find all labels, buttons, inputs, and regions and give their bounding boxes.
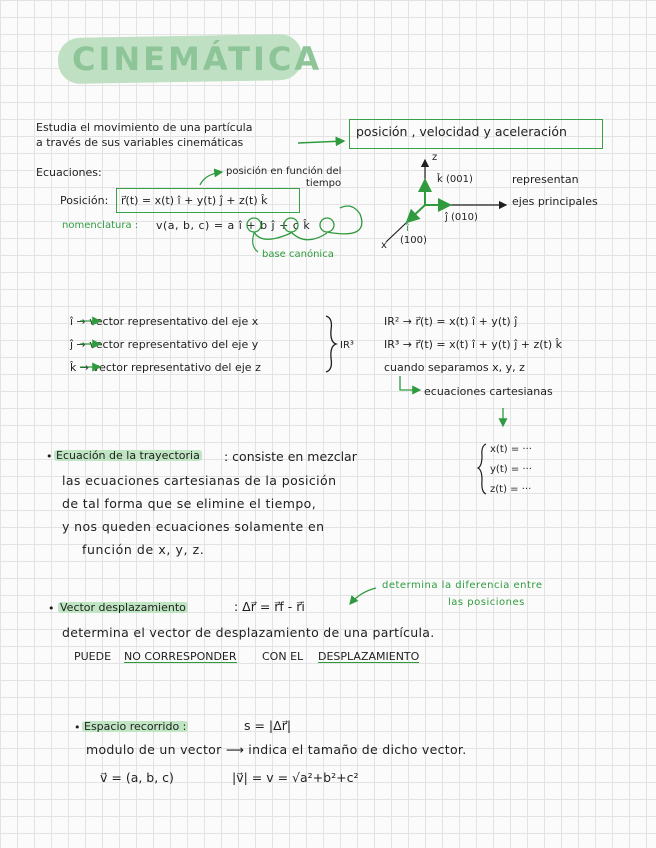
- displacement-equation: : Δr⃗ = r⃗f - r⃗i: [234, 599, 305, 614]
- displacement-heading: Vector desplazamiento: [60, 601, 186, 614]
- separate-line: cuando separamos x, y, z: [384, 361, 525, 374]
- displacement-note-1: determina la diferencia entre: [382, 580, 543, 591]
- displacement-note-arrow: [350, 588, 376, 604]
- cartesian-x: x(t) = ···: [490, 444, 532, 455]
- page-title: CINEMÁTICA: [72, 40, 323, 78]
- axis-i-vector: [407, 205, 425, 222]
- cartesian-z: z(t) = ···: [490, 484, 532, 495]
- axis-i-coord: (100): [400, 235, 427, 246]
- distance-description: modulo de un vector ⟶ indica el tamaño de dicho vector.: [86, 742, 467, 757]
- vector-j-row: ĵ → vector representativo del eje y: [70, 338, 259, 351]
- position-equation: r⃗(t) = x(t) î + y(t) ĵ + z(t) k̂: [121, 194, 268, 207]
- circle-j: [284, 218, 298, 232]
- vector-i-row: î → vector representativo del eje x: [70, 315, 259, 328]
- r3-label: IR³: [340, 340, 354, 351]
- position-note-2: tiempo: [306, 178, 342, 189]
- distance-equation: s = |Δr⃗|: [244, 718, 292, 733]
- position-label: Posición:: [60, 194, 109, 207]
- nomenclature-label: nomenclatura :: [62, 220, 139, 231]
- trajectory-line-2: las ecuaciones cartesianas de la posición: [62, 473, 337, 488]
- base-connector: [254, 206, 362, 240]
- warning-word-3: CON EL: [262, 650, 304, 663]
- axis-i-label: î: [406, 223, 409, 234]
- distance-bullet: •: [74, 721, 81, 734]
- equations-label: Ecuaciones:: [36, 166, 102, 179]
- axis-k-label: k̂ (001): [437, 174, 473, 185]
- intro-box-text: posición , velocidad y aceleración: [356, 124, 567, 139]
- intro-line-1: Estudia el movimiento de una partícula: [36, 121, 253, 134]
- vector-brace: [326, 316, 336, 372]
- circle-i: [247, 218, 261, 232]
- distance-vector: v⃗ = (a, b, c): [100, 770, 174, 785]
- trajectory-line-3: de tal forma que se elimine el tiempo,: [62, 496, 317, 511]
- distance-modulus: |v⃗| = v = √a²+b²+c²: [232, 770, 359, 785]
- warning-word-2: NO CORRESPONDER: [124, 650, 237, 663]
- cartesian-y: y(t) = ···: [490, 464, 532, 475]
- axis-j-label: ĵ (010): [445, 212, 478, 223]
- cartesian-brace: [478, 444, 486, 494]
- cartesian-line: ecuaciones cartesianas: [424, 385, 553, 398]
- nomenclature-equation: v(a, b, c) = a î + b ĵ + c k̂: [156, 219, 311, 232]
- axis-x-label: x: [381, 240, 387, 251]
- displacement-note-2: las posiciones: [448, 597, 525, 608]
- displacement-bullet: •: [48, 602, 55, 615]
- position-note-arrow: [200, 172, 222, 185]
- distance-heading: Espacio recorrido :: [84, 720, 187, 733]
- trajectory-bullet: •: [46, 450, 53, 463]
- trajectory-line-1: : consiste en mezclar: [224, 449, 357, 464]
- circle-k: [320, 218, 334, 232]
- trajectory-line-4: y nos queden ecuaciones solamente en: [62, 519, 325, 534]
- vector-k-row: k̂ → vector representativo del eje z: [70, 361, 261, 374]
- axis-z-label: z: [432, 152, 438, 163]
- warning-word-1: PUEDE: [74, 650, 112, 663]
- position-note-1: posición en función del: [226, 166, 342, 177]
- cartesian-arrow: [400, 376, 420, 390]
- warning-word-4: DESPLAZAMIENTO: [318, 650, 420, 663]
- r2-line: IR² → r⃗(t) = x(t) î + y(t) ĵ: [384, 315, 518, 328]
- trajectory-heading: Ecuación de la trayectoria: [56, 449, 200, 462]
- displacement-description: determina el vector de desplazamiento de una partícula.: [62, 625, 435, 640]
- intro-line-2: a través de sus variables cinemáticas: [36, 136, 244, 149]
- r3-line: IR³ → r⃗(t) = x(t) î + y(t) ĵ + z(t) k̂: [384, 338, 563, 351]
- represent-2: ejes principales: [512, 195, 598, 208]
- intro-arrow: [298, 141, 344, 143]
- represent-1: representan: [512, 173, 579, 186]
- trajectory-line-5: función de x, y, z.: [82, 542, 205, 557]
- base-canonical-note: base canónica: [262, 249, 334, 260]
